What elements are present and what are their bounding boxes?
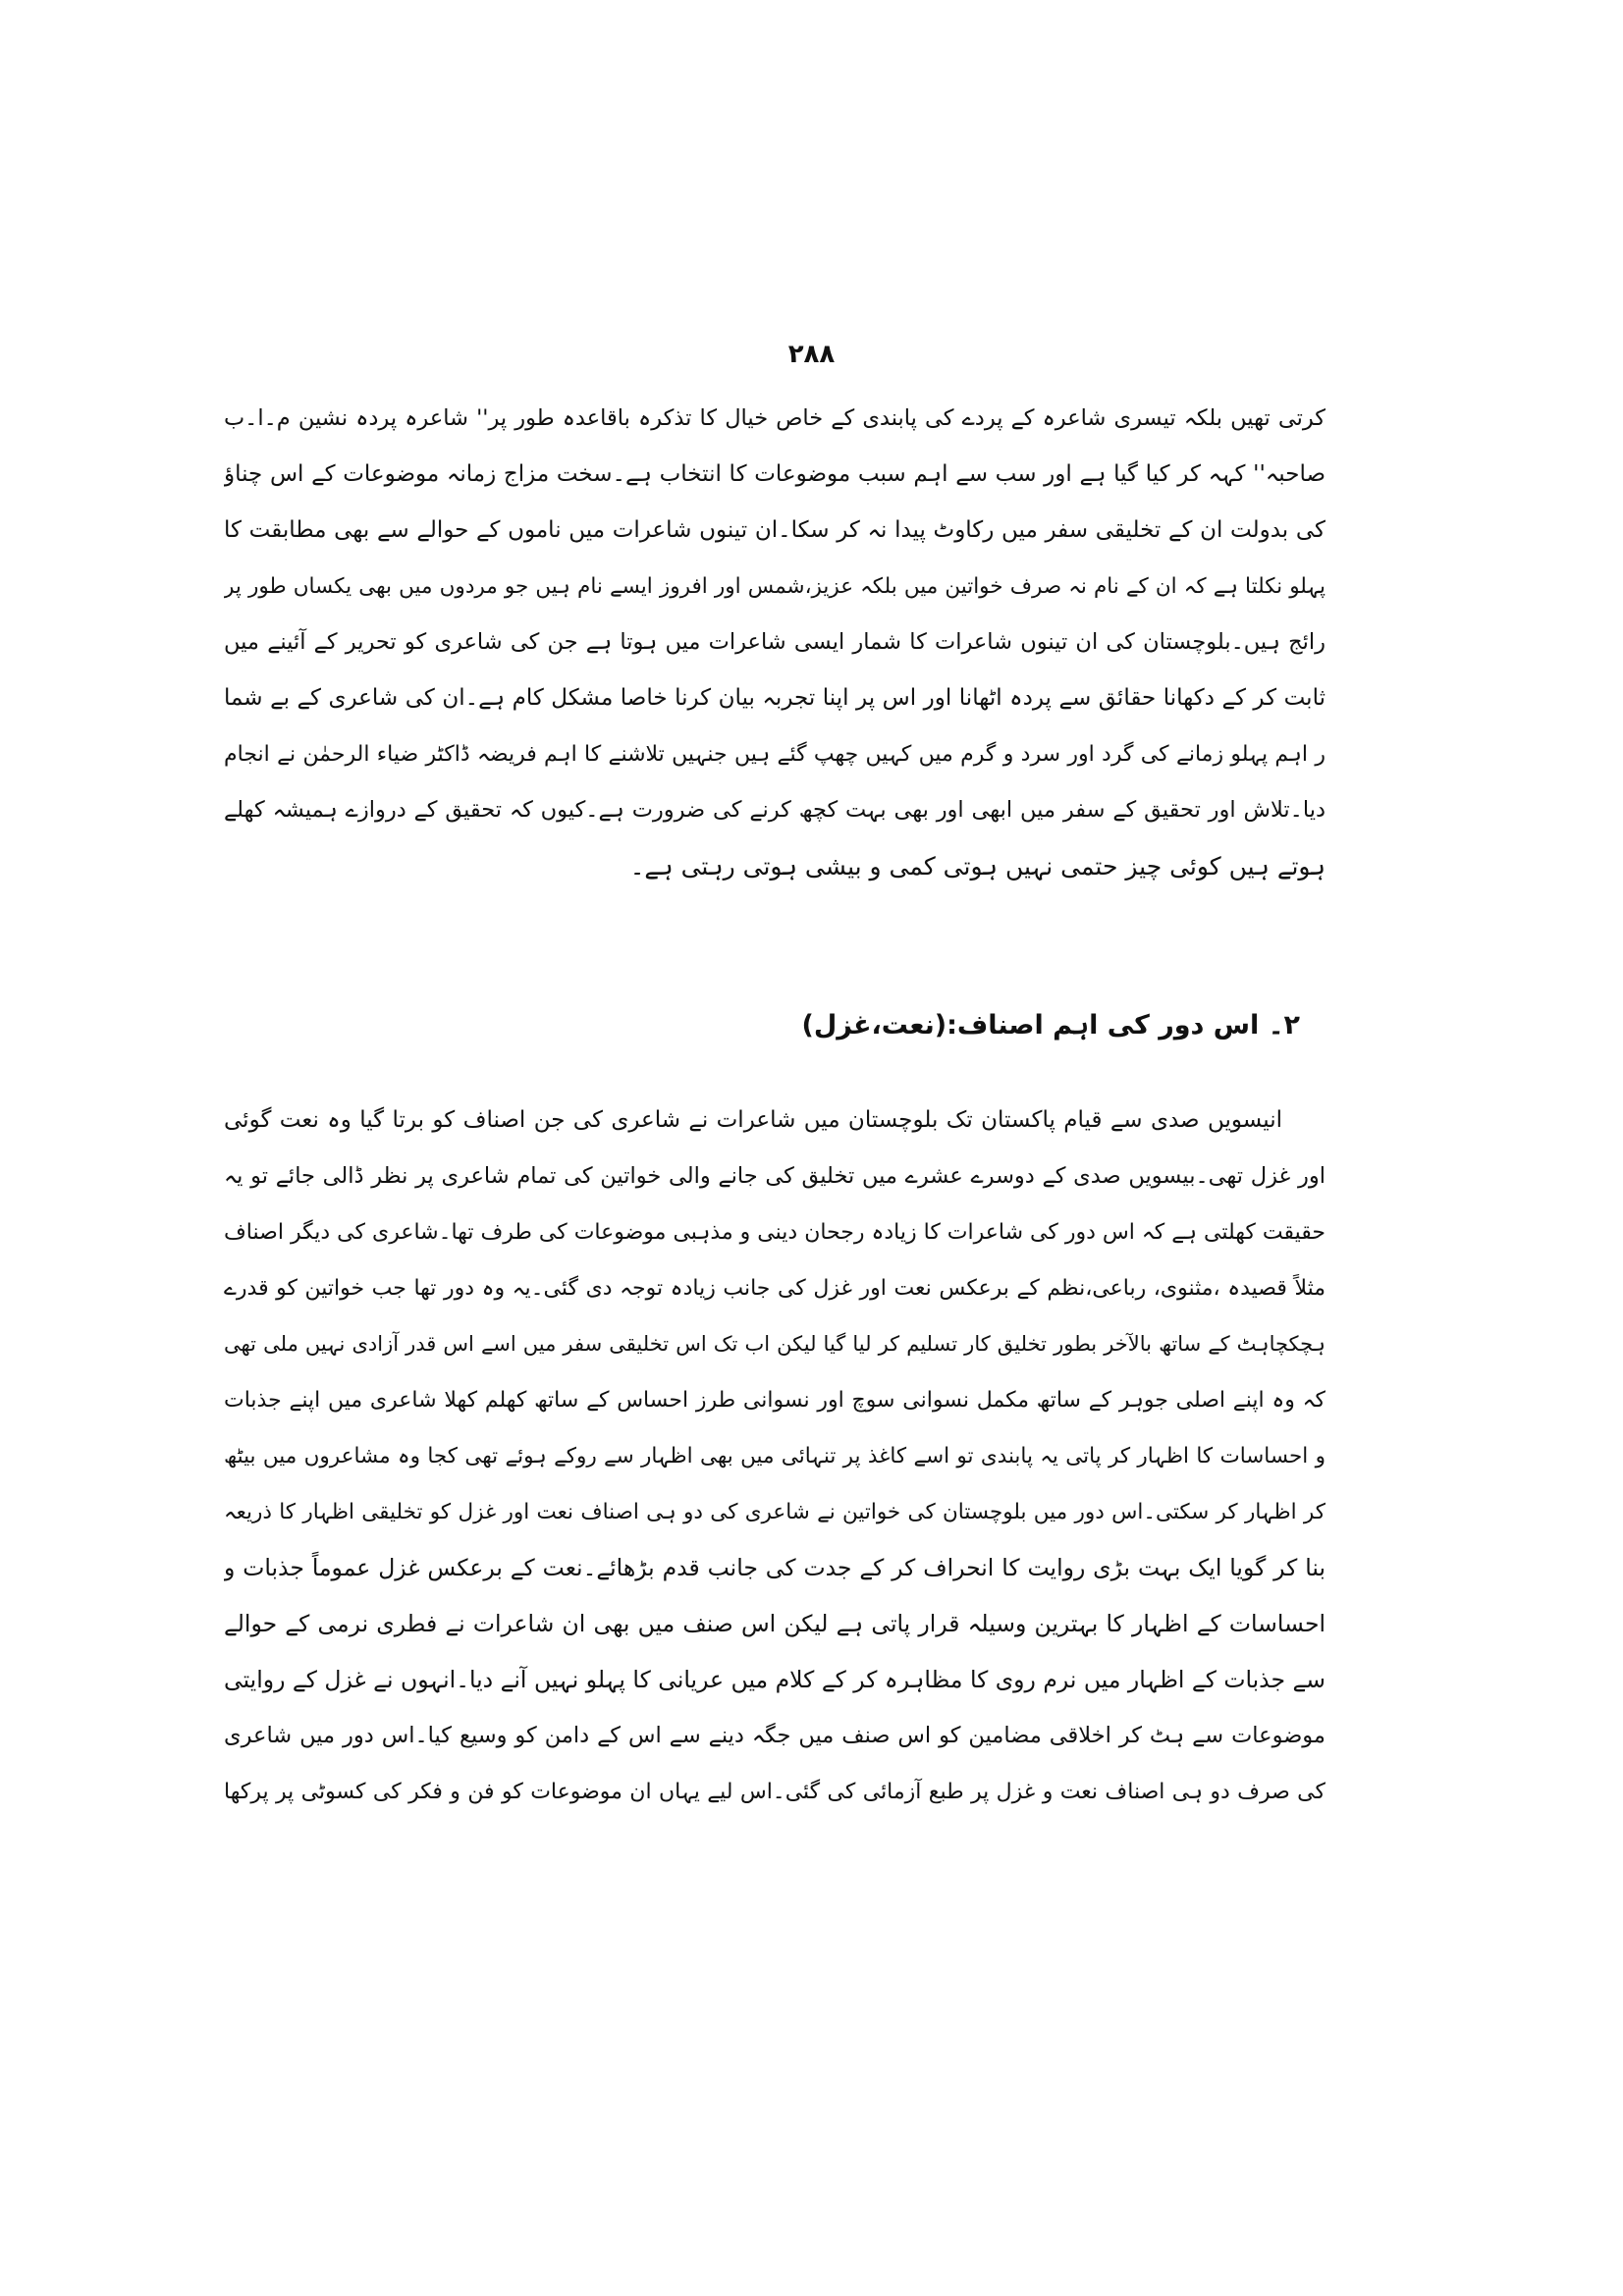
paragraph-line: و احساسات کا اظہار کر پاتی یہ پابندی تو اسے کاغذ پر تنہائی میں بھی اظہار سے روکے ہوئے تھی کجا وہ مشاعروں میں بیٹھ — [224, 1444, 1325, 1468]
paragraph-line: مثلاً قصیدہ ،مثنوی، رباعی،نظم کے برعکس نعت اور غزل کی جانب زیادہ توجہ دی گئی۔یہ وہ دور تھا جب خواتین کو قدرے — [224, 1276, 1325, 1301]
paragraph-line: کہ وہ اپنے اصلی جوہر کے ساتھ مکمل نسوانی سوچ اور نسوانی طرز احساس کے ساتھ کھلم کھلا شاعری میں اپنے جذبات — [224, 1388, 1325, 1413]
paragraph-line: صاحبہ'' کہہ کر کیا گیا ہے اور سب سے اہم سبب موضوعات کا انتخاب ہے۔سخت مزاج زمانہ موضوعات کے اس چناؤ — [224, 461, 1325, 487]
paragraph-line: ہچکچاہٹ کے ساتھ بالآخر بطور تخلیق کار تسلیم کر لیا گیا لیکن اب تک اس تخلیقی سفر میں اسے اس قدر آزادی نہیں ملی تھی — [224, 1332, 1325, 1356]
paragraph-line: کر اظہار کر سکتی۔اس دور میں بلوچستان کی خواتین نے شاعری کی دو ہی اصناف نعت اور غزل کو تخلیقی اظہار کا ذریعہ — [224, 1500, 1325, 1524]
paragraph-line: احساسات کے اظہار کا بہترین وسیلہ قرار پاتی ہے لیکن اس صنف میں بھی ان شاعرات نے فطری نرمی کے حوالے — [224, 1610, 1325, 1637]
paragraph-2 — [224, 1093, 1325, 1820]
paragraph-line: ر اہم پہلو زمانے کی گرد اور سرد و گرم میں کہیں چھپ گئے ہیں جنہیں تلاشنے کا اہم فریضہ ڈاکٹر ضیاء الرحمٰن نے انجام — [224, 742, 1325, 767]
paragraph-line: انیسویں صدی سے قیام پاکستان تک بلوچستان میں شاعرات نے شاعری کی جن اصناف کو برتا گیا وہ نعت گوئی — [224, 1107, 1282, 1133]
paragraph-line: موضوعات سے ہٹ کر اخلاقی مضامین کو اس صنف میں جگہ دینے سے اس کے دامن کو وسیع کیا۔اس دور میں شاعری — [224, 1723, 1325, 1748]
page-number: ۲۸۸ — [787, 340, 836, 369]
paragraph-line: کی صرف دو ہی اصناف نعت و غزل پر طبع آزمائی کی گئی۔اس لیے یہاں ان موضوعات کو فن و فکر کی کسوٹی پر پرکھا — [224, 1780, 1325, 1804]
paragraph-line: کرتی تھیں بلکہ تیسری شاعرہ کے پردے کی پابندی کے خاص خیال کا تذکرہ باقاعدہ طور پر'' شاعرہ پردہ نشین م۔ا۔ب — [224, 405, 1325, 431]
paragraph-line: پہلو نکلتا ہے کہ ان کے نام نہ صرف خواتین میں بلکہ عزیز،شمس اور افروز ایسے نام ہیں جو مردوں میں بھی یکساں طور پر — [224, 574, 1325, 599]
paragraph-1 — [224, 391, 1325, 894]
paragraph-line: کی بدولت ان کے تخلیقی سفر میں رکاوٹ پیدا نہ کر سکا۔ان تینوں شاعرات میں ناموں کے حوالے سے بھی مطابقت کا — [224, 517, 1325, 543]
paragraph-line: رائج ہیں۔بلوچستان کی ان تینوں شاعرات کا شمار ایسی شاعرات میں ہوتا ہے جن کی شاعری کو تحریر کے آئینے میں — [224, 629, 1325, 655]
section-heading: ۲۔ اس دور کی اہم اصناف:(نعت،غزل) — [801, 1010, 1300, 1041]
paragraph-line: سے جذبات کے اظہار میں نرم روی کا مظاہرہ کر کے کلام میں عریانی کا پہلو نہیں آنے دیا۔انہوں نے غزل کے روایتی — [224, 1666, 1325, 1693]
paragraph-line: اور غزل تھی۔بیسویں صدی کے دوسرے عشرے میں تخلیق کی جانے والی خواتین کی تمام شاعری پر نظر ڈالی جائے تو یہ — [224, 1163, 1325, 1189]
paragraph-line: ثابت کر کے دکھانا حقائق سے پردہ اٹھانا اور اس پر اپنا تجربہ بیان کرنا خاصا مشکل کام ہے۔ان کی شاعری کے بے شما — [224, 685, 1325, 711]
paragraph-line: حقیقت کھلتی ہے کہ اس دور کی شاعرات کا زیادہ رجحان دینی و مذہبی موضوعات کی طرف تھا۔شاعری کی دیگر اصناف — [224, 1220, 1325, 1245]
paragraph-line: بنا کر گویا ایک بہت بڑی روایت کا انحراف کر کے جدت کی جانب قدم بڑھائے۔نعت کے برعکس غزل عموماً جذبات و — [224, 1554, 1325, 1581]
paragraph-line: دیا۔تلاش اور تحقیق کے سفر میں ابھی اور بھی بہت کچھ کرنے کی ضرورت ہے۔کیوں کہ تحقیق کے دروازے ہمیشہ کھلے — [224, 797, 1325, 823]
paragraph-line: ہوتے ہیں کوئی چیز حتمی نہیں ہوتی کمی و بیشی ہوتی رہتی ہے۔ — [629, 852, 1325, 881]
